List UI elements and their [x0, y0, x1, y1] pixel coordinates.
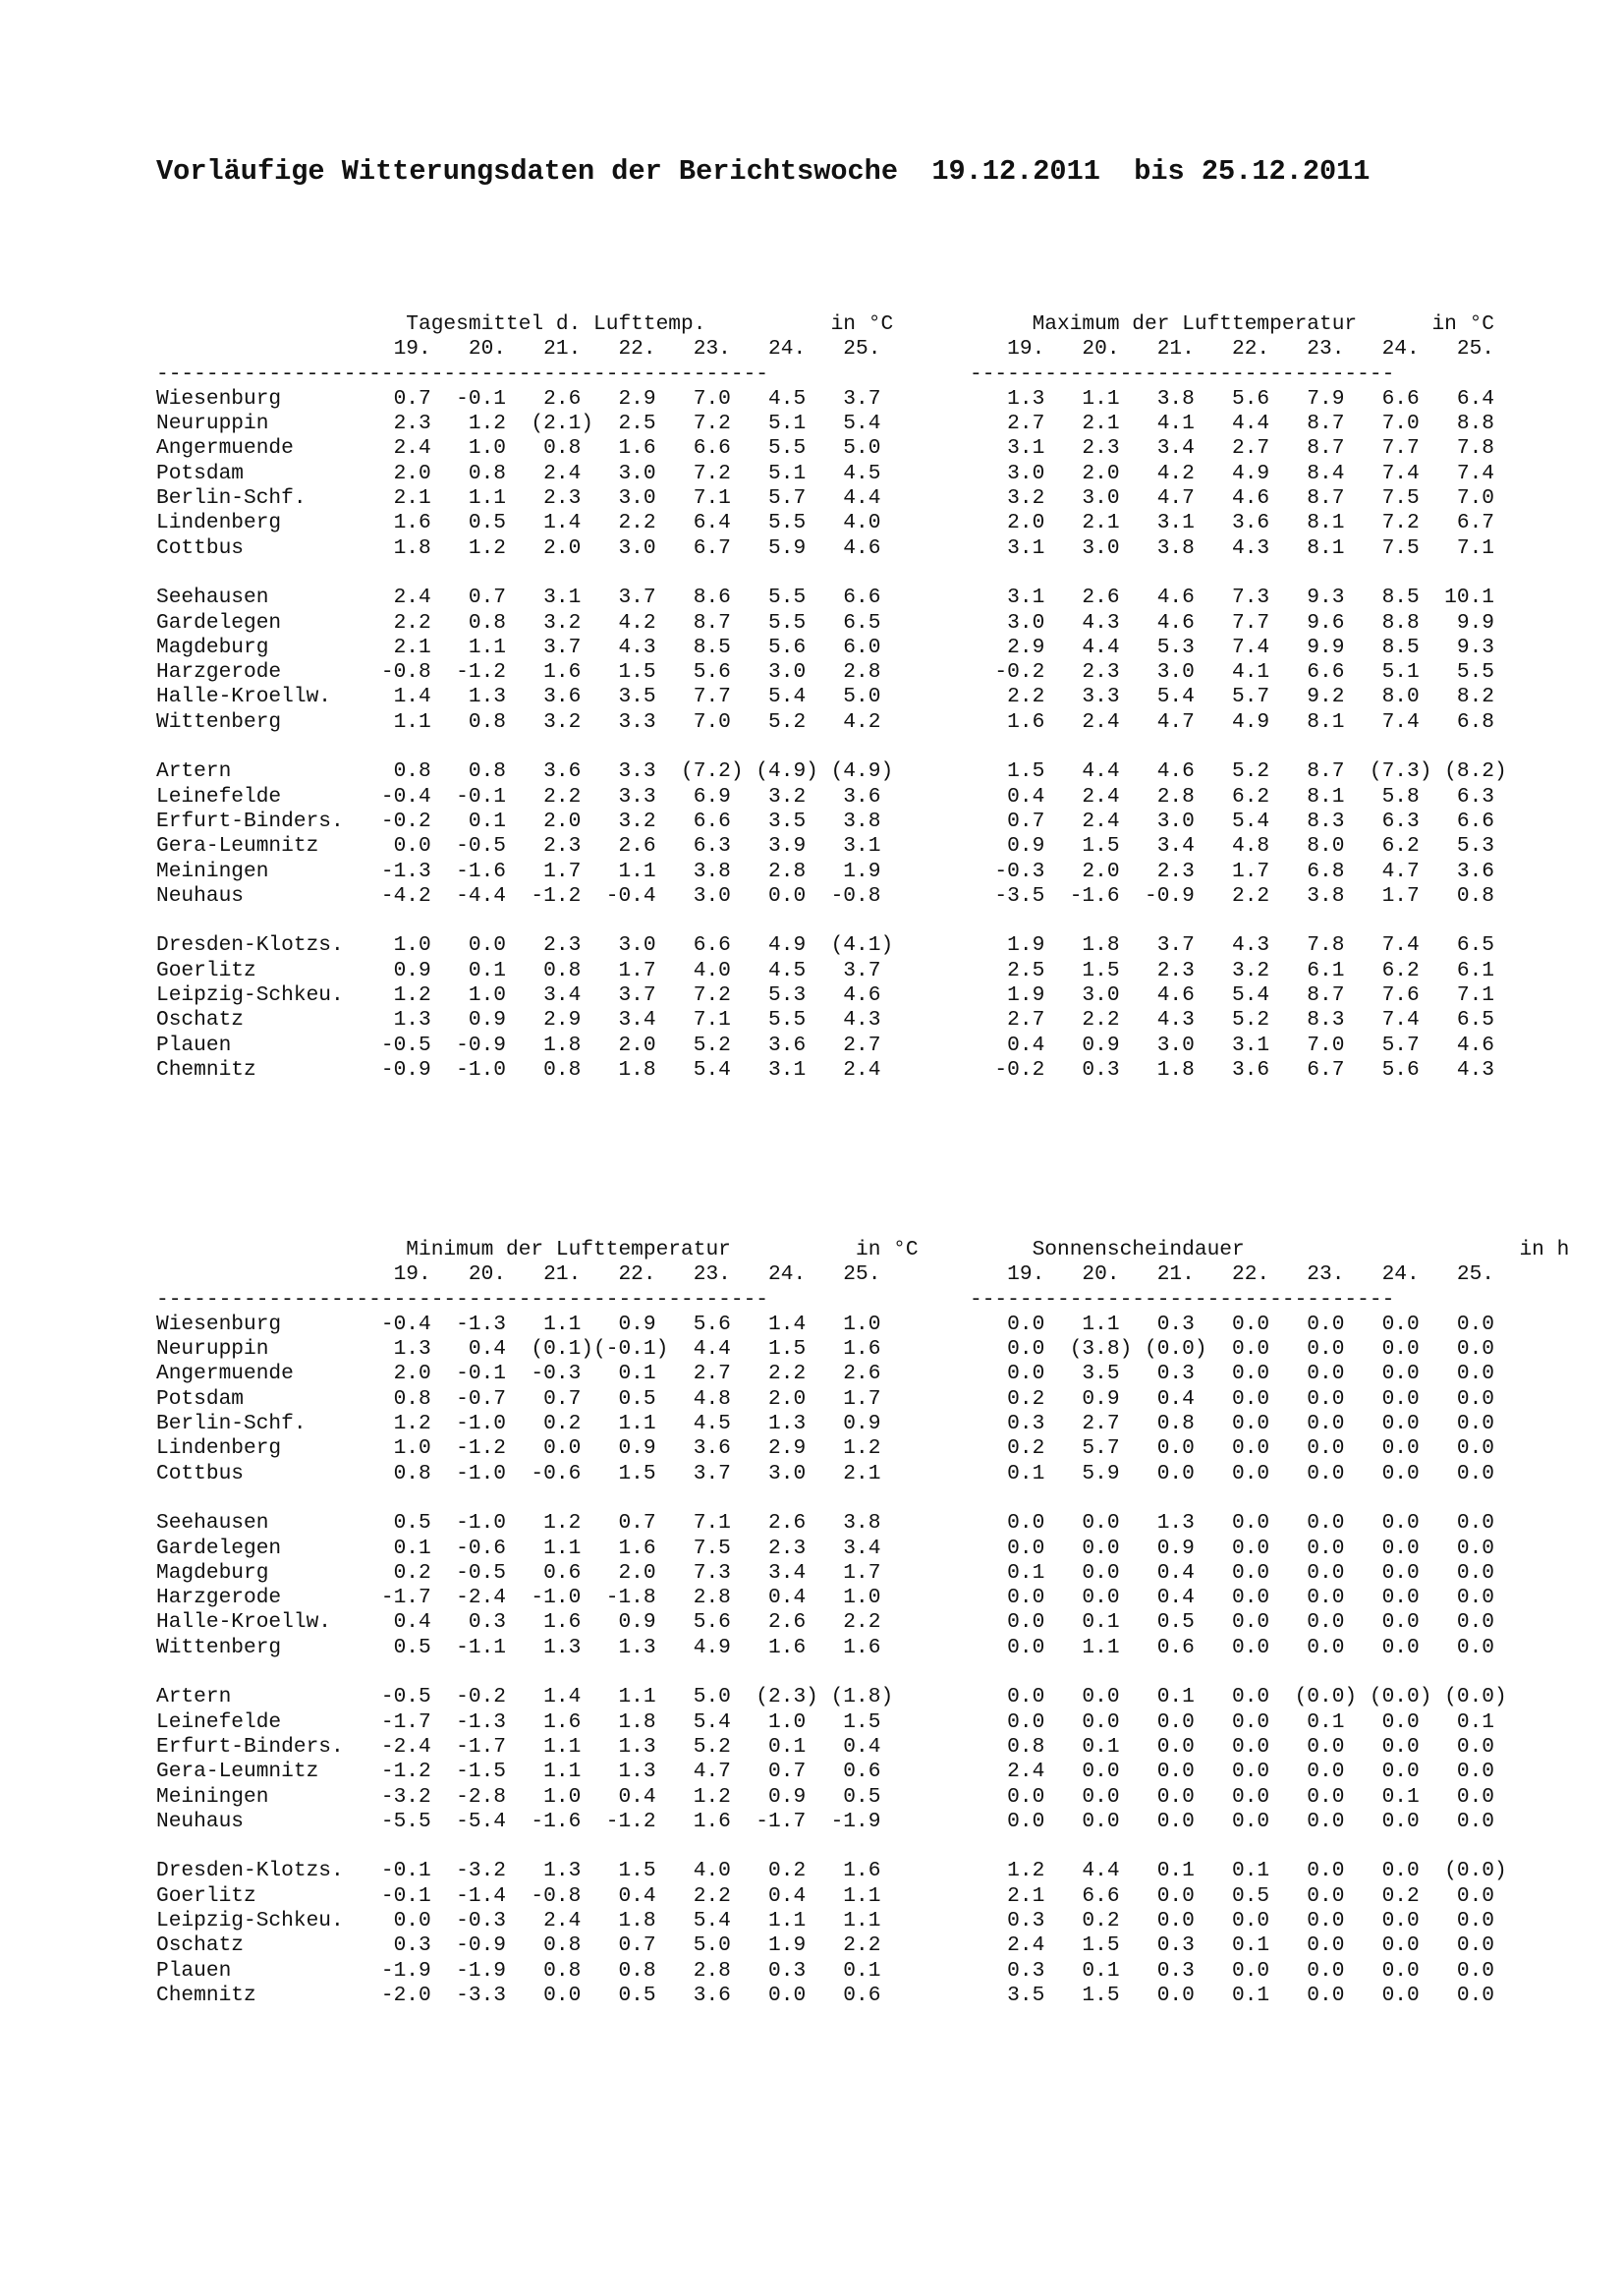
table-row: Harzgerode -1.7 -2.4 -1.0 -1.8 2.8 0.4 1.0	[156, 1586, 881, 1610]
table-row: Berlin-Schf. 2.1 1.1 2.3 3.0 7.1 5.7 4.4	[156, 486, 881, 511]
table-row: 0.0 0.0 0.0 0.0 0.0 0.0 0.0	[970, 1809, 1495, 1833]
group-spacer	[156, 909, 893, 933]
table-row: 1.9 1.8 3.7 4.3 7.8 7.4 6.5	[970, 933, 1495, 958]
table-row: 0.0 0.0 0.0 0.0 0.1 0.0 0.1	[970, 1709, 1495, 1734]
table-row: 0.2 5.7 0.0 0.0 0.0 0.0 0.0	[970, 1436, 1495, 1461]
table-row: Artern -0.5 -0.2 1.4 1.1 5.0 (2.3) (1.8)	[156, 1685, 894, 1709]
table-row: Leipzig-Schkeu. 0.0 -0.3 2.4 1.8 5.4 1.1 1.1	[156, 1909, 881, 1933]
table-row: 0.0 0.0 0.9 0.0 0.0 0.0 0.0	[970, 1536, 1495, 1560]
table-row: 2.1 6.6 0.0 0.5 0.0 0.2 0.0	[970, 1883, 1495, 1908]
table-row: 0.2 0.9 0.4 0.0 0.0 0.0 0.0	[970, 1386, 1495, 1411]
group-spacer	[156, 735, 893, 759]
table-row: Halle-Kroellw. 1.4 1.3 3.6 3.5 7.7 5.4 5.0	[156, 685, 881, 709]
sonnenschein-divider: ----------------------------------	[970, 1287, 1395, 1312]
table-row: 0.0 1.1 0.3 0.0 0.0 0.0 0.0	[970, 1312, 1495, 1336]
sonnenschein-day-header: 19. 20. 21. 22. 23. 24. 25.	[970, 1262, 1495, 1287]
table-row: Cottbus 1.8 1.2 2.0 3.0 6.7 5.9 4.6	[156, 535, 881, 560]
table-row: -0.2 0.3 1.8 3.6 6.7 5.6 4.3	[970, 1057, 1495, 1082]
tagesmittel-day-header: 19. 20. 21. 22. 23. 24. 25.	[156, 337, 881, 362]
table-row: Neuruppin 1.3 0.4 (0.1)(-0.1) 4.4 1.5 1.6	[156, 1337, 881, 1362]
maximum-heading: Maximum der Lufttemperatur in °C	[970, 312, 1495, 336]
table-row: 1.3 1.1 3.8 5.6 7.9 6.6 6.4	[970, 386, 1495, 411]
table-row: Leinefelde -0.4 -0.1 2.2 3.3 6.9 3.2 3.6	[156, 784, 881, 809]
table-row: Wittenberg 1.1 0.8 3.2 3.3 7.0 5.2 4.2	[156, 709, 881, 734]
group-spacer	[970, 735, 1507, 759]
table-row: 2.4 0.0 0.0 0.0 0.0 0.0 0.0	[970, 1760, 1495, 1784]
table-row: Oschatz 1.3 0.9 2.9 3.4 7.1 5.5 4.3	[156, 1008, 881, 1033]
minimum-table	[156, 1238, 919, 2008]
table-row: 0.3 0.1 0.3 0.0 0.0 0.0 0.0	[970, 1958, 1495, 1983]
table-row: -3.5 -1.6 -0.9 2.2 3.8 1.7 0.8	[970, 883, 1495, 908]
table-row: Neuhaus -4.2 -4.4 -1.2 -0.4 3.0 0.0 -0.8	[156, 883, 881, 908]
table-row: Dresden-Klotzs. 1.0 0.0 2.3 3.0 6.6 4.9 (4.1)	[156, 933, 894, 958]
table-row: 3.2 3.0 4.7 4.6 8.7 7.5 7.0	[970, 486, 1495, 511]
table-row: 0.0 0.0 0.0 0.0 0.0 0.1 0.0	[970, 1784, 1495, 1809]
group-spacer	[970, 1834, 1569, 1859]
tagesmittel-heading: Tagesmittel d. Lufttemp. in °C	[156, 312, 894, 336]
table-row: -0.2 2.3 3.0 4.1 6.6 5.1 5.5	[970, 660, 1495, 685]
group-spacer	[970, 1486, 1569, 1511]
table-row: Harzgerode -0.8 -1.2 1.6 1.5 5.6 3.0 2.8	[156, 660, 881, 685]
table-row: Dresden-Klotzs. -0.1 -3.2 1.3 1.5 4.0 0.2 1.6	[156, 1859, 881, 1883]
table-row: Angermuende 2.0 -0.1 -0.3 0.1 2.7 2.2 2.6	[156, 1362, 881, 1386]
table-row: Goerlitz 0.9 0.1 0.8 1.7 4.0 4.5 3.7	[156, 958, 881, 982]
table-row: 0.0 0.0 0.1 0.0 (0.0) (0.0) (0.0)	[970, 1685, 1507, 1709]
table-row: 0.8 0.1 0.0 0.0 0.0 0.0 0.0	[970, 1734, 1495, 1759]
table-row: 0.0 1.1 0.6 0.0 0.0 0.0 0.0	[970, 1635, 1495, 1659]
table-row: Erfurt-Binders. -0.2 0.1 2.0 3.2 6.6 3.5 3.8	[156, 809, 881, 833]
maximum-divider: ----------------------------------	[970, 362, 1395, 386]
table-row: 0.4 0.9 3.0 3.1 7.0 5.7 4.6	[970, 1033, 1495, 1057]
table-row: Halle-Kroellw. 0.4 0.3 1.6 0.9 5.6 2.6 2.2	[156, 1610, 881, 1635]
table-row: 0.4 2.4 2.8 6.2 8.1 5.8 6.3	[970, 784, 1495, 809]
table-row: 0.9 1.5 3.4 4.8 8.0 6.2 5.3	[970, 834, 1495, 859]
group-spacer	[156, 1660, 919, 1685]
table-row: Plauen -0.5 -0.9 1.8 2.0 5.2 3.6 2.7	[156, 1033, 881, 1057]
table-row: Goerlitz -0.1 -1.4 -0.8 0.4 2.2 0.4 1.1	[156, 1883, 881, 1908]
group-spacer	[970, 1660, 1569, 1685]
table-row: Chemnitz -0.9 -1.0 0.8 1.8 5.4 3.1 2.4	[156, 1057, 881, 1082]
table-row: 1.6 2.4 4.7 4.9 8.1 7.4 6.8	[970, 709, 1495, 734]
table-row: Potsdam 2.0 0.8 2.4 3.0 7.2 5.1 4.5	[156, 461, 881, 485]
table-row: Magdeburg 2.1 1.1 3.7 4.3 8.5 5.6 6.0	[156, 635, 881, 659]
table-row: Berlin-Schf. 1.2 -1.0 0.2 1.1 4.5 1.3 0.9	[156, 1412, 881, 1436]
table-row: Angermuende 2.4 1.0 0.8 1.6 6.6 5.5 5.0	[156, 436, 881, 461]
table-row: 0.0 0.0 1.3 0.0 0.0 0.0 0.0	[970, 1511, 1495, 1536]
table-row: Gardelegen 0.1 -0.6 1.1 1.6 7.5 2.3 3.4	[156, 1536, 881, 1560]
table-row: 2.5 1.5 2.3 3.2 6.1 6.2 6.1	[970, 958, 1495, 982]
table-row: Erfurt-Binders. -2.4 -1.7 1.1 1.3 5.2 0.1 0.4	[156, 1734, 881, 1759]
table-row: 1.5 4.4 4.6 5.2 8.7 (7.3) (8.2)	[970, 759, 1507, 784]
table-row: Meiningen -3.2 -2.8 1.0 0.4 1.2 0.9 0.5	[156, 1784, 881, 1809]
table-row: Seehausen 0.5 -1.0 1.2 0.7 7.1 2.6 3.8	[156, 1511, 881, 1536]
table-row: Magdeburg 0.2 -0.5 0.6 2.0 7.3 3.4 1.7	[156, 1560, 881, 1585]
table-row: Wittenberg 0.5 -1.1 1.3 1.3 4.9 1.6 1.6	[156, 1635, 881, 1659]
group-spacer	[156, 1486, 919, 1511]
table-row: 2.2 3.3 5.4 5.7 9.2 8.0 8.2	[970, 685, 1495, 709]
table-row: 1.9 3.0 4.6 5.4 8.7 7.6 7.1	[970, 983, 1495, 1008]
table-row: 0.0 3.5 0.3 0.0 0.0 0.0 0.0	[970, 1362, 1495, 1386]
table-row: 0.7 2.4 3.0 5.4 8.3 6.3 6.6	[970, 809, 1495, 833]
table-row: Lindenberg 1.6 0.5 1.4 2.2 6.4 5.5 4.0	[156, 511, 881, 535]
table-row: 0.1 5.9 0.0 0.0 0.0 0.0 0.0	[970, 1461, 1495, 1485]
table-row: Lindenberg 1.0 -1.2 0.0 0.9 3.6 2.9 1.2	[156, 1436, 881, 1461]
tagesmittel-table	[156, 312, 893, 1083]
table-row: Gera-Leumnitz 0.0 -0.5 2.3 2.6 6.3 3.9 3.1	[156, 834, 881, 859]
table-row: 0.1 0.0 0.4 0.0 0.0 0.0 0.0	[970, 1560, 1495, 1585]
table-row: Wiesenburg 0.7 -0.1 2.6 2.9 7.0 4.5 3.7	[156, 386, 881, 411]
group-spacer	[156, 561, 893, 586]
table-row: 2.7 2.1 4.1 4.4 8.7 7.0 8.8	[970, 412, 1495, 436]
maximum-table	[970, 312, 1507, 1083]
table-row: 2.7 2.2 4.3 5.2 8.3 7.4 6.5	[970, 1008, 1495, 1033]
table-row: -0.3 2.0 2.3 1.7 6.8 4.7 3.6	[970, 859, 1495, 883]
table-row: Potsdam 0.8 -0.7 0.7 0.5 4.8 2.0 1.7	[156, 1386, 881, 1411]
table-row: Leipzig-Schkeu. 1.2 1.0 3.4 3.7 7.2 5.3 4.6	[156, 983, 881, 1008]
table-row: 0.3 0.2 0.0 0.0 0.0 0.0 0.0	[970, 1909, 1495, 1933]
table-row: Gardelegen 2.2 0.8 3.2 4.2 8.7 5.5 6.5	[156, 610, 881, 635]
group-spacer	[970, 561, 1507, 586]
table-row: 1.2 4.4 0.1 0.1 0.0 0.0 (0.0)	[970, 1859, 1507, 1883]
minimum-heading: Minimum der Lufttemperatur in °C	[156, 1238, 919, 1261]
tagesmittel-divider: -------------------------------------------------	[156, 362, 769, 386]
table-row: Cottbus 0.8 -1.0 -0.6 1.5 3.7 3.0 2.1	[156, 1461, 881, 1485]
table-row: 3.0 4.3 4.6 7.7 9.6 8.8 9.9	[970, 610, 1495, 635]
minimum-divider: -------------------------------------------------	[156, 1287, 769, 1312]
table-row: 3.1 3.0 3.8 4.3 8.1 7.5 7.1	[970, 535, 1495, 560]
table-row: 0.3 2.7 0.8 0.0 0.0 0.0 0.0	[970, 1412, 1495, 1436]
maximum-day-header: 19. 20. 21. 22. 23. 24. 25.	[970, 337, 1495, 362]
table-row: 0.0 0.1 0.5 0.0 0.0 0.0 0.0	[970, 1610, 1495, 1635]
table-row: 3.0 2.0 4.2 4.9 8.4 7.4 7.4	[970, 461, 1495, 485]
table-row: Neuruppin 2.3 1.2 (2.1) 2.5 7.2 5.1 5.4	[156, 412, 881, 436]
sonnenschein-table	[970, 1238, 1569, 2008]
table-row: Wiesenburg -0.4 -1.3 1.1 0.9 5.6 1.4 1.0	[156, 1312, 881, 1336]
table-row: 0.0 (3.8) (0.0) 0.0 0.0 0.0 0.0	[970, 1337, 1495, 1362]
table-row: 2.9 4.4 5.3 7.4 9.9 8.5 9.3	[970, 635, 1495, 659]
table-row: Oschatz 0.3 -0.9 0.8 0.7 5.0 1.9 2.2	[156, 1933, 881, 1958]
table-row: Gera-Leumnitz -1.2 -1.5 1.1 1.3 4.7 0.7 0.6	[156, 1760, 881, 1784]
table-row: Artern 0.8 0.8 3.6 3.3 (7.2) (4.9) (4.9)	[156, 759, 894, 784]
table-row: 3.1 2.3 3.4 2.7 8.7 7.7 7.8	[970, 436, 1495, 461]
table-row: Chemnitz -2.0 -3.3 0.0 0.5 3.6 0.0 0.6	[156, 1983, 881, 2007]
minimum-day-header: 19. 20. 21. 22. 23. 24. 25.	[156, 1262, 881, 1287]
group-spacer	[156, 1834, 919, 1859]
table-row: Leinefelde -1.7 -1.3 1.6 1.8 5.4 1.0 1.5	[156, 1709, 881, 1734]
table-row: Plauen -1.9 -1.9 0.8 0.8 2.8 0.3 0.1	[156, 1958, 881, 1983]
table-row: 0.0 0.0 0.4 0.0 0.0 0.0 0.0	[970, 1586, 1495, 1610]
table-row: 3.5 1.5 0.0 0.1 0.0 0.0 0.0	[970, 1983, 1495, 2007]
table-row: Meiningen -1.3 -1.6 1.7 1.1 3.8 2.8 1.9	[156, 859, 881, 883]
table-row: Neuhaus -5.5 -5.4 -1.6 -1.2 1.6 -1.7 -1.9	[156, 1809, 881, 1833]
group-spacer	[970, 909, 1507, 933]
table-row: 2.4 1.5 0.3 0.1 0.0 0.0 0.0	[970, 1933, 1495, 1958]
table-row: 2.0 2.1 3.1 3.6 8.1 7.2 6.7	[970, 511, 1495, 535]
table-row: Seehausen 2.4 0.7 3.1 3.7 8.6 5.5 6.6	[156, 586, 881, 610]
sonnenschein-heading: Sonnenscheindauer in h	[970, 1238, 1570, 1261]
table-row: 3.1 2.6 4.6 7.3 9.3 8.5 10.1	[970, 586, 1495, 610]
page-title: Vorläufige Witterungsdaten der Berichtswoche 19.12.2011 bis 25.12.2011	[156, 155, 1371, 188]
